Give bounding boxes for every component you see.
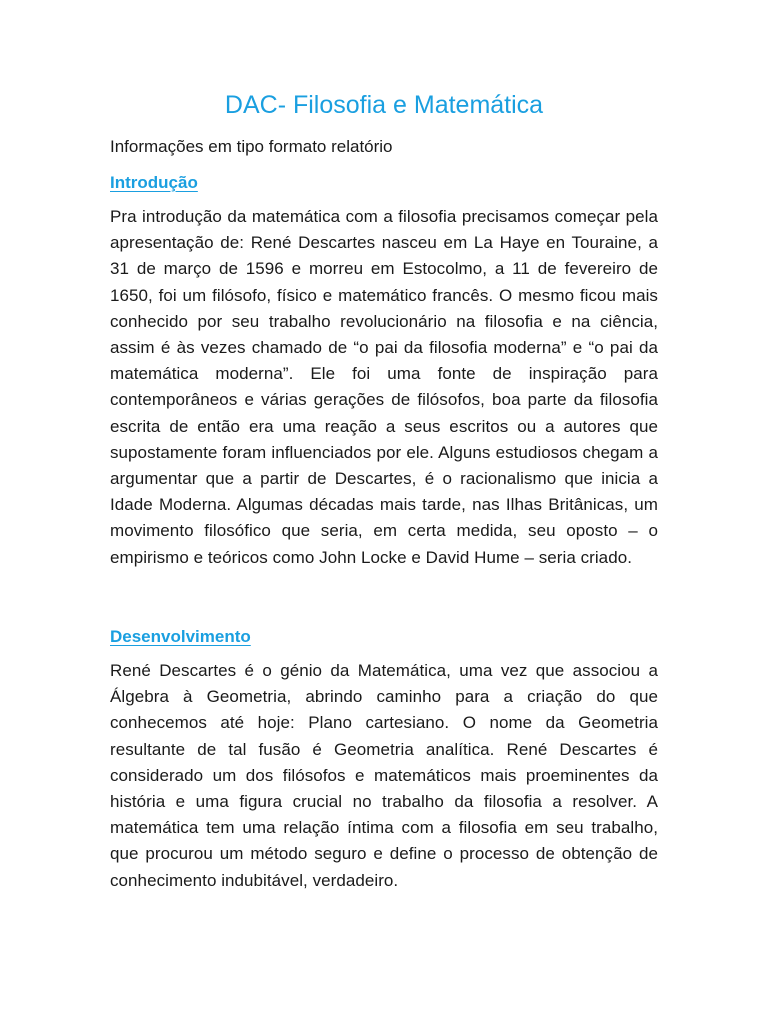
document-subtitle: Informações em tipo formato relatório	[110, 137, 393, 156]
section-body-desenvolvimento: René Descartes é o génio da Matemática, uma vez que associou a Álgebra à Geometria, abrindo caminho para a criação do que conhecemos até hoje: Plano cartesiano. O nome da Geometria resultante de tal fusão é Geometria analítica. René Descartes é considerado um dos filósofos e matemáticos mais proeminentes da história e uma figura crucial no trabalho da filosofia a resolver. A matemática tem uma relação íntima com a filosofia em seu trabalho, que procurou um método seguro e define o processo de obtenção de conhecimento indubitável, verdadeiro.	[110, 661, 658, 890]
document-title: DAC- Filosofia e Matemática	[224, 91, 544, 119]
section-heading-desenvolvimento: Desenvolvimento	[110, 627, 251, 646]
section-body-introducao: Pra introdução da matemática com a filosofia precisamos começar pela apresentação de: René Descartes nasceu em La Haye en Touraine, a 31 de março de 1596 e morreu em Estocolmo, a 11 de fevereiro de 1650, foi um filósofo, físico e matemático francês. O mesmo ficou mais conhecido por seu trabalho revolucionário na filosofia e na ciência, assim é às vezes chamado de “o pai da filosofia moderna” e “o pai da matemática moderna”. Ele foi uma fonte de inspiração para contemporâneos e várias gerações de filósofos, boa parte da filosofia escrita de então era uma reação a seus escritos ou a autores que supostamente foram influenciados por ele. Alguns estudiosos chegam a argumentar que a partir de Descartes, é o racionalismo que inicia a Idade Moderna. Algumas décadas mais tarde, nas Ilhas Britânicas, um movimento filosófico que seria, em certa medida, seu oposto – o empirismo e teóricos como John Locke e David Hume – seria criado.	[110, 207, 658, 567]
section-heading-introducao: Introdução	[110, 173, 198, 192]
